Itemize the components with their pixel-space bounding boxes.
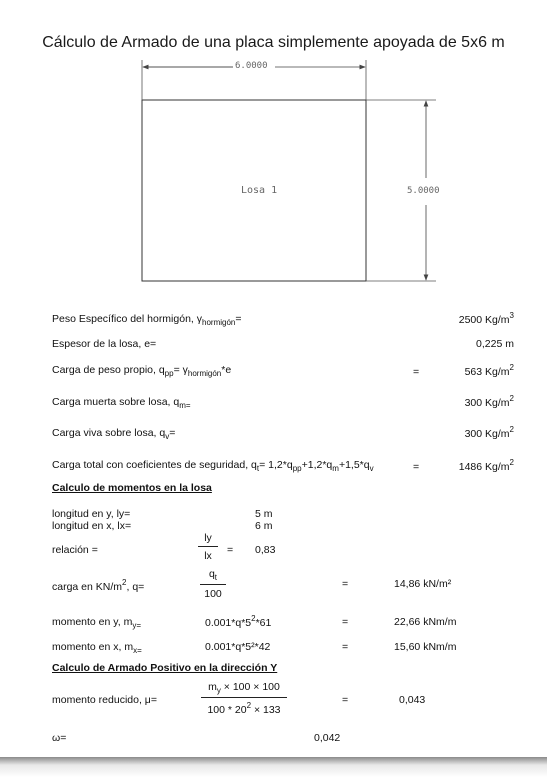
peso-especifico-value: 2500 $Kg/m^3$ — [458, 311, 514, 326]
relacion-numerator: ly — [198, 532, 218, 547]
peso-propio-eq: = — [413, 366, 420, 378]
carga-total-eq: = — [413, 461, 420, 473]
peso-propio-value: 563 $Kg/m^2$ — [464, 363, 514, 378]
omega-label: ω= — [52, 732, 67, 744]
momentos-heading: Calculo de momentos en la losa — [52, 482, 212, 494]
momento-x-eq: = — [342, 641, 349, 653]
carga-muerta-label: Carga muerta sobre losa, $q_{m=}$ — [52, 396, 191, 410]
page-shadow — [0, 757, 547, 777]
carga-kn-value: 14,86 kN/m² — [394, 578, 452, 590]
momento-y-eq: = — [342, 616, 349, 628]
momento-y-label: momento en y, $m_{y=}$ — [52, 616, 142, 630]
slab-label: Losa 1 — [241, 185, 278, 196]
carga-kn-denominator: 100 — [204, 588, 222, 600]
relacion-value: 0,83 — [255, 544, 276, 556]
carga-viva-label: Carga viva sobre losa, $q_v=$ — [52, 427, 176, 441]
peso-especifico-label: Peso Específico del hormigón, $\gamma_{hormigón}=$ — [52, 313, 242, 327]
espesor-value: 0,225 m — [476, 338, 514, 350]
carga-total-value: 1486 $Kg/m^2$ — [458, 458, 514, 473]
relacion-denominator: lx — [204, 550, 212, 562]
carga-total-label: Carga total con coeficientes de seguridad, $q_t= 1,2*q_{pp}+1,2*q_m+1,5*q_v$ — [52, 459, 374, 473]
relacion-label: relación = — [52, 544, 98, 556]
carga-kn-fraction — [200, 568, 226, 600]
relacion-eq: = — [227, 544, 234, 556]
carga-viva-value: 300 $Kg/m^2$ — [464, 425, 514, 440]
momento-x-value: 15,60 kNm/m — [394, 641, 457, 653]
ly-value: 5 m — [255, 508, 273, 520]
slab-drawing — [0, 0, 547, 300]
momento-reducido-eq: = — [342, 694, 349, 706]
momento-reducido-fraction — [201, 681, 287, 716]
omega-value: 0,042 — [314, 732, 341, 744]
page-title: Cálculo de Armado de una placa simplemente apoyada de 5x6 m — [42, 34, 505, 51]
momento-y-value: 22,66 kNm/m — [394, 616, 457, 628]
momento-x-formula: 0.001*q*5²*42 — [205, 641, 271, 653]
carga-kn-label: carga en $KN/m^2$, q= — [52, 578, 145, 593]
momento-y-formula: $0.001*q*5^2*61$ — [205, 614, 272, 629]
momento-reducido-numerator: $m_y \times 100 \times 100$ — [201, 681, 287, 698]
momento-x-label: momento en x, $m_{x=}$ — [52, 641, 142, 655]
carga-muerta-value: 300 $Kg/m^2$ — [464, 394, 514, 409]
espesor-label: Espesor de la losa, e= — [52, 338, 157, 350]
relacion-fraction — [198, 532, 218, 562]
carga-kn-numerator: $q_t$ — [200, 568, 226, 585]
carga-kn-eq: = — [342, 578, 349, 590]
width-dimension-label: 6.0000 — [235, 61, 268, 71]
height-dimension-label: 5.0000 — [407, 186, 440, 196]
momento-reducido-value: 0,043 — [399, 694, 426, 706]
lx-value: 6 m — [255, 520, 273, 532]
peso-propio-label: Carga de peso propio, $q_{pp}= \gamma_{hormigón}*e$ — [52, 364, 232, 378]
armado-heading: Calculo de Armado Positivo en la dirección Y — [52, 662, 278, 674]
lx-label: longitud en x, lx= — [52, 520, 132, 532]
ly-label: longitud en y, ly= — [52, 508, 131, 520]
momento-reducido-label: momento reducido, μ= — [52, 694, 157, 706]
momento-reducido-denominator: $100 * 20^2 \times 133$ — [207, 701, 281, 716]
